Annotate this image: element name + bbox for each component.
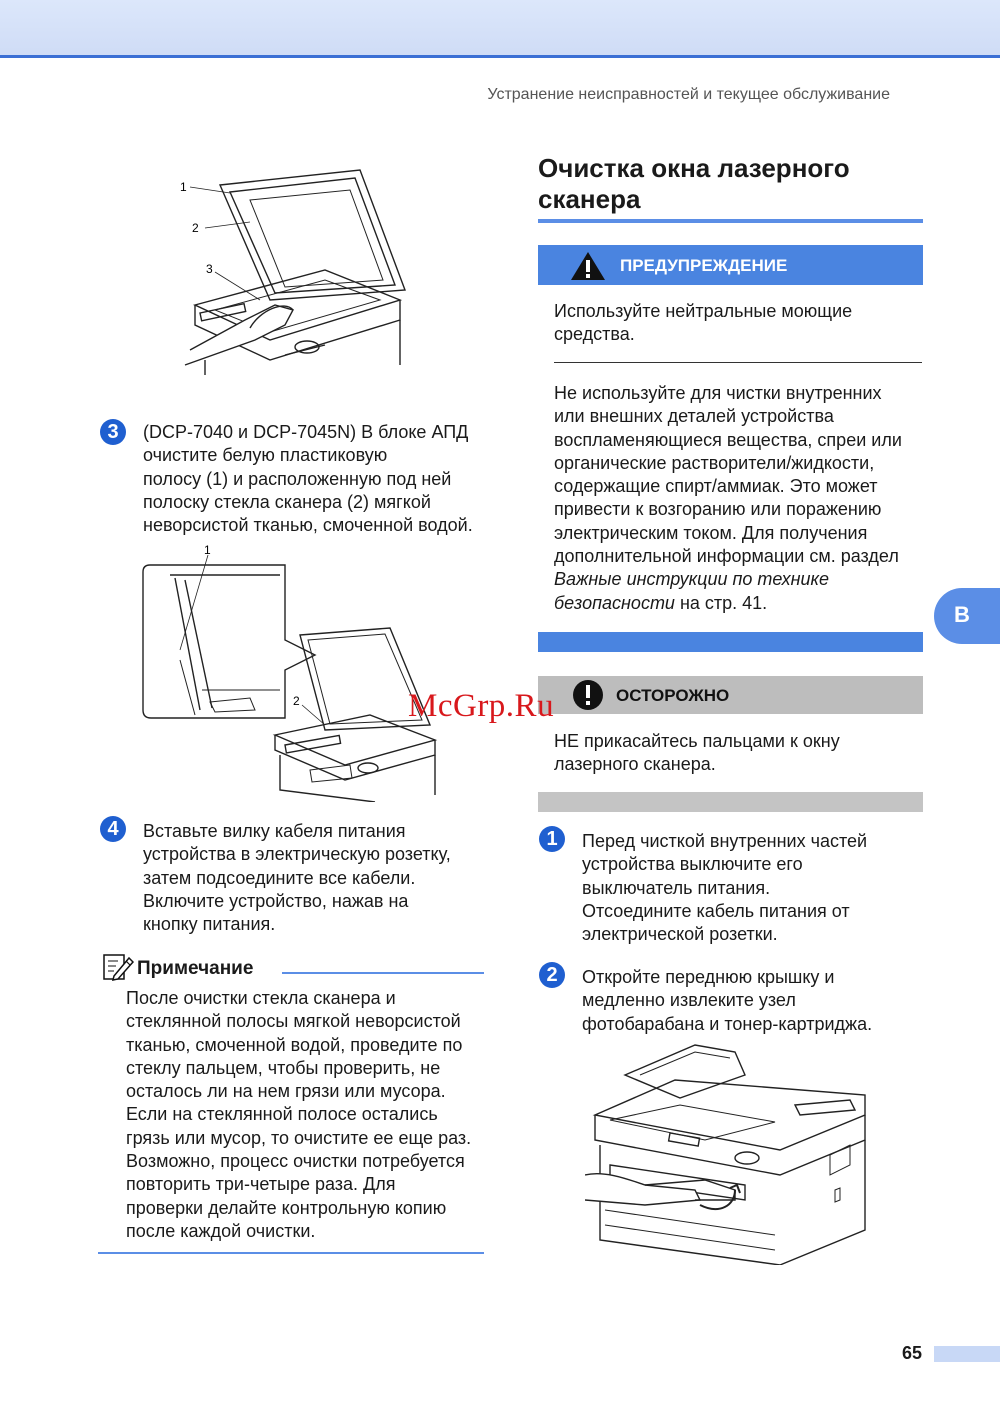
warning-header (538, 245, 923, 285)
warning-footer-bar (538, 632, 923, 652)
step-4-line: Вставьте вилку кабеля питания (143, 821, 406, 841)
step-4-line: устройства в электрическую розетку, (143, 844, 451, 865)
warning-divider (554, 362, 922, 363)
adf-strip-illustration (140, 540, 440, 802)
warning-para-2 (554, 382, 902, 615)
note-line: повторить три-четыре раза. Для (126, 1174, 396, 1195)
section-title-line: сканера (538, 184, 641, 214)
section-title-rule (538, 219, 923, 223)
page-reference: на стр. 41. (674, 592, 768, 613)
note-line: После очистки стекла сканера и (126, 988, 396, 1008)
step-3-line: полосу (1) и расположенную под ней (143, 468, 452, 489)
step-1-text (582, 830, 867, 946)
step-1-number: 1 (539, 826, 565, 852)
callout-1: 1 (180, 180, 187, 194)
step-1-line: устройства выключите его (582, 854, 803, 875)
chapter-tab-label: B (954, 602, 970, 627)
note-line: тканью, смоченной водой, проведите по (126, 1034, 463, 1055)
step-4-line: Включите устройство, нажав на (143, 890, 409, 911)
running-header: Устранение неисправностей и текущее обслуживание (487, 86, 890, 103)
step-2-line: Откройте переднюю крышку и (582, 967, 835, 987)
safety-reference-link[interactable]: Важные инструкции по технике (554, 569, 830, 590)
step-1-line: Отсоедините кабель питания от (582, 900, 850, 921)
chapter-tab[interactable] (934, 588, 1000, 644)
step-1-line: Перед чисткой внутренних частей (582, 831, 868, 851)
note-line: осталось ли на нем грязи или мусора. (126, 1081, 446, 1102)
step-4-line: затем подсоедините все кабели. (143, 867, 416, 888)
step-2-number: 2 (539, 962, 565, 988)
warning-line: средства. (554, 324, 635, 345)
warning-line: привести к возгоранию или поражению (554, 499, 882, 520)
step-3-line: очистите белую пластиковую (143, 445, 388, 466)
note-line: Возможно, процесс очистки потребуется (126, 1151, 465, 1172)
warning-para-1 (554, 300, 852, 347)
scanner-cleaning-illustration (175, 160, 415, 375)
caution-footer-bar (538, 792, 923, 812)
step-2-line: фотобарабана и тонер-картриджа. (582, 1013, 873, 1034)
top-banner (0, 0, 1000, 58)
note-rule (282, 972, 484, 974)
warning-line: содержащие спирт/аммиак. Это может (554, 476, 878, 497)
callout-1: 1 (204, 543, 211, 557)
step-4-text (143, 820, 451, 936)
warning-line: воспламеняющиеся вещества, спреи или (554, 429, 902, 450)
safety-reference-link[interactable]: безопасности (554, 592, 675, 613)
caution-line: НЕ прикасайтесь пальцами к окну (554, 731, 840, 751)
caution-text (554, 730, 840, 777)
caution-exclamation-icon (572, 679, 604, 711)
section-title (538, 153, 923, 215)
note-line: Если на стеклянной полосе остались (126, 1104, 438, 1125)
note-line: стеклянной полосы мягкой неворсистой (126, 1011, 461, 1032)
note-line: после каждой очистки. (126, 1220, 316, 1241)
note-header (100, 952, 484, 982)
step-4-number: 4 (100, 816, 126, 842)
step-3-text (143, 421, 473, 537)
callout-2: 2 (192, 221, 199, 235)
step-4-line: кнопку питания. (143, 914, 276, 935)
warning-line: Не используйте для чистки внутренних (554, 383, 882, 403)
section-title-line: Очистка окна лазерного (538, 153, 850, 183)
note-text (126, 987, 471, 1243)
watermark: McGrp.Ru (408, 688, 555, 724)
page-number: 65 (902, 1343, 923, 1363)
caution-header (538, 676, 923, 714)
callout-3: 3 (206, 262, 213, 276)
note-line: стеклу пальцем, чтобы проверить, не (126, 1057, 441, 1078)
step-3-line: неворсистой тканью, смоченной водой. (143, 515, 473, 536)
note-line: проверки делайте контрольную копию (126, 1197, 447, 1218)
step-3-line: (DCP-7040 и DCP-7045N) В блоке АПД (143, 422, 469, 442)
note-bottom-rule (98, 1252, 484, 1254)
warning-line: дополнительной информации см. раздел (554, 546, 899, 567)
caution-line: лазерного сканера. (554, 754, 716, 775)
note-pencil-icon (102, 952, 134, 982)
note-line: грязь или мусор, то очистите ее еще раз. (126, 1127, 472, 1148)
callout-2: 2 (293, 694, 300, 708)
warning-line: или внешних деталей устройства (554, 406, 834, 427)
note-title: Примечание (137, 958, 254, 979)
step-1-line: выключатель питания. (582, 877, 771, 898)
caution-label: ОСТОРОЖНО (616, 686, 730, 705)
page-number-bar (934, 1346, 1000, 1362)
step-2-text (582, 966, 872, 1036)
warning-triangle-icon (570, 251, 606, 281)
step-2-line: медленно извлеките узел (582, 990, 796, 1011)
step-3-line: полоску стекла сканера (2) мягкой (143, 491, 431, 512)
warning-label: ПРЕДУПРЕЖДЕНИЕ (620, 256, 788, 275)
step-3-number: 3 (100, 419, 126, 445)
step-1-line: электрической розетки. (582, 924, 778, 945)
warning-line: Используйте нейтральные моющие (554, 301, 853, 321)
warning-line: электрическим током. Для получения (554, 522, 868, 543)
warning-line: органические растворители/жидкости, (554, 452, 875, 473)
drum-removal-illustration (585, 1040, 870, 1265)
